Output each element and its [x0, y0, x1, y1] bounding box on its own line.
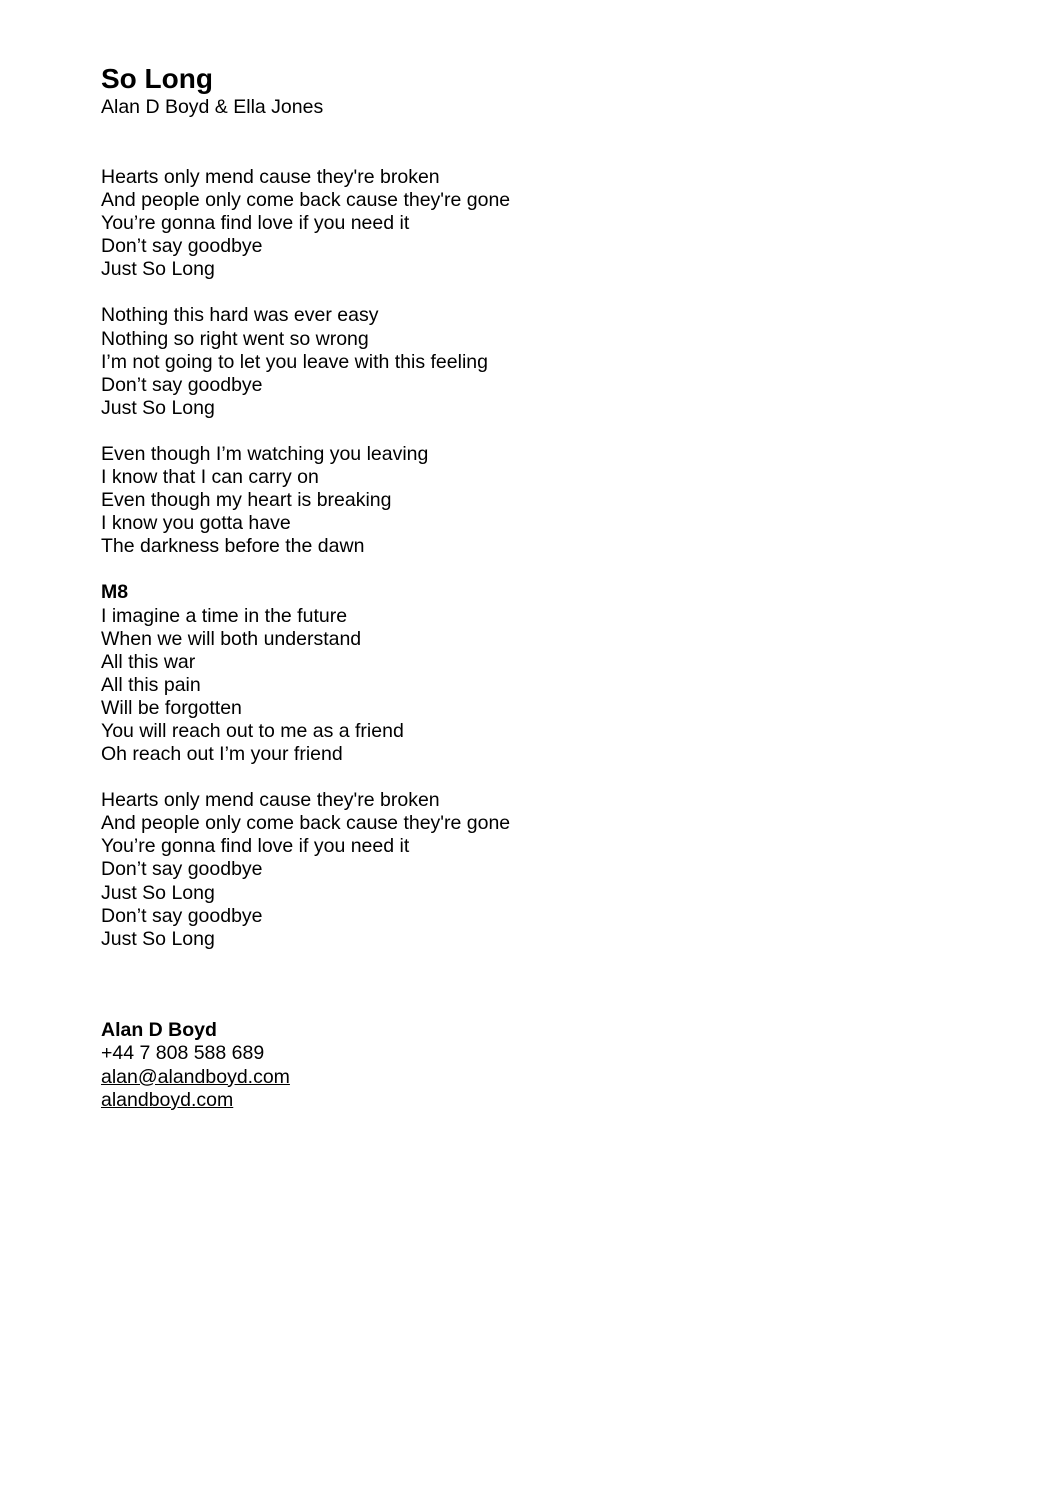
lyric-line: Don’t say goodbye	[101, 373, 263, 396]
stanza-m8	[101, 581, 961, 766]
lyric-line: I imagine a time in the future	[101, 604, 348, 627]
lyric-line: All this war	[101, 650, 196, 673]
contact-phone: +44 7 808 588 689	[101, 1042, 265, 1065]
song-authors: Alan D Boyd & Ella Jones	[101, 96, 324, 118]
lyrics-sheet	[101, 62, 961, 974]
contact-block	[101, 1019, 290, 1112]
lyric-line: And people only come back cause they're gone	[101, 812, 511, 835]
lyric-line: Just So Long	[101, 396, 215, 419]
lyric-line: You will reach out to me as a friend	[101, 719, 404, 742]
lyric-line: Even though I’m watching you leaving	[101, 442, 429, 465]
lyric-line: Don’t say goodbye	[101, 904, 263, 927]
lyric-line: You’re gonna find love if you need it	[101, 212, 410, 235]
lyric-line: All this pain	[101, 673, 201, 696]
section-label: M8	[101, 581, 129, 604]
lyric-line: You’re gonna find love if you need it	[101, 835, 410, 858]
contact-email-link[interactable]: alan@alandboyd.com	[101, 1065, 290, 1088]
song-title: So Long	[101, 63, 213, 94]
lyric-line: Oh reach out I’m your friend	[101, 743, 343, 766]
lyric-line: Just So Long	[101, 927, 215, 950]
lyric-line: Just So Long	[101, 258, 215, 281]
contact-email-row	[101, 1066, 290, 1089]
stanza	[101, 443, 961, 558]
stanza	[101, 304, 961, 419]
lyric-line: Hearts only mend cause they're broken	[101, 166, 440, 188]
stanza	[101, 789, 961, 951]
lyric-line: I know you gotta have	[101, 512, 291, 535]
lyric-line: Don’t say goodbye	[101, 235, 263, 258]
stanza	[101, 166, 961, 281]
lyric-line: And people only come back cause they're gone	[101, 189, 511, 212]
lyric-line: When we will both understand	[101, 627, 362, 650]
lyric-line: The darkness before the dawn	[101, 535, 365, 558]
lyric-line: Will be forgotten	[101, 696, 242, 719]
contact-name: Alan D Boyd	[101, 1019, 217, 1041]
lyric-line: Nothing so right went so wrong	[101, 327, 369, 350]
lyric-line: Hearts only mend cause they're broken	[101, 789, 440, 812]
lyric-line: Don’t say goodbye	[101, 858, 263, 881]
contact-website-link[interactable]: alandboyd.com	[101, 1088, 234, 1111]
lyric-line: I know that I can carry on	[101, 466, 319, 489]
lyrics-body	[101, 166, 961, 951]
contact-website-row	[101, 1089, 290, 1112]
lyric-line: Nothing this hard was ever easy	[101, 304, 379, 327]
lyric-line: Even though my heart is breaking	[101, 489, 392, 512]
lyric-line: I’m not going to let you leave with this feeling	[101, 350, 488, 373]
lyric-line: Just So Long	[101, 881, 215, 904]
